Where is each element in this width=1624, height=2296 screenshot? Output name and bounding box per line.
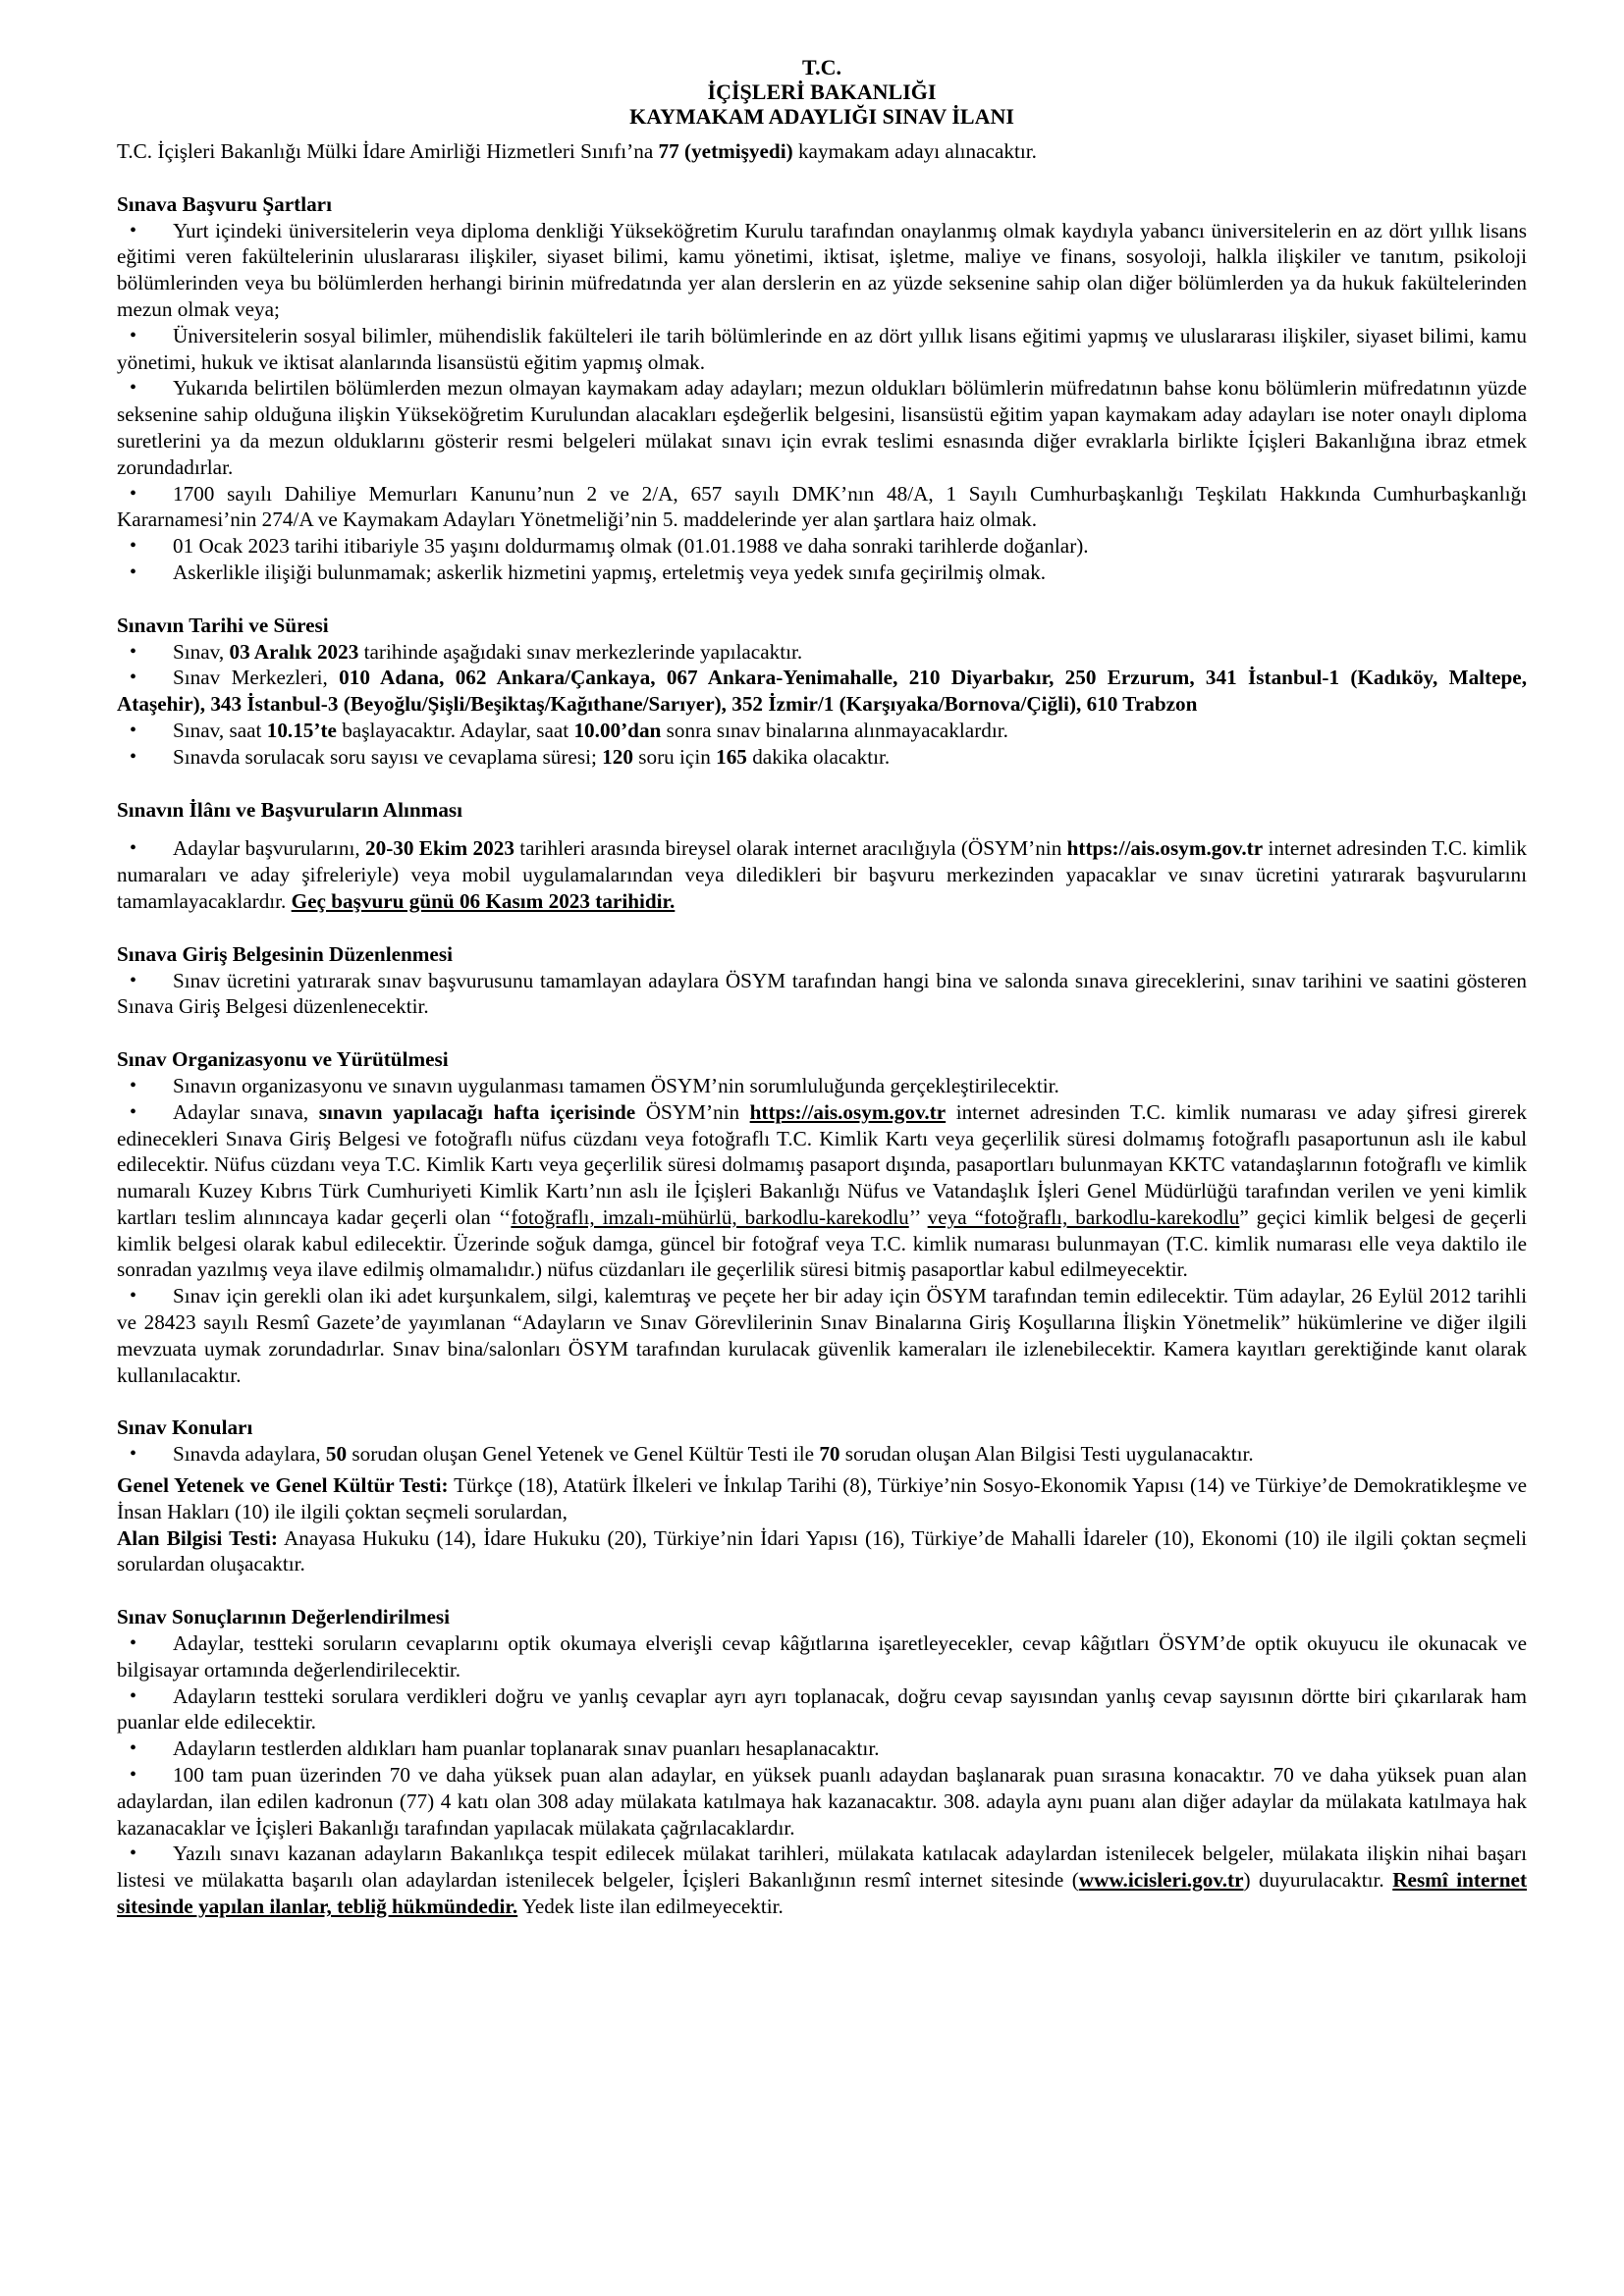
section-title: Sınavın Tarihi ve Süresi bbox=[117, 613, 329, 637]
osym-link[interactable]: https://ais.osym.gov.tr bbox=[749, 1099, 947, 1124]
list-item: • Sınav için gerekli olan iki adet kurşunkalem, silgi, kalemtıraş ve peçete her bir aday için ÖSYM tarafından temin edilecektir. Tüm adaylar, 26 Eylül 2012 tarihli ve 28423 sayılı Resmî Gazete’de yayımlanan “Adayların ve Sınav Görevlilerinin Sınav Binalarına Giriş Koşullarına İlişkin Yönetmelik” hükümlerine ve diğer ilgili mevzuata uymak zorundadırlar. Sınav bina/salonları ÖSYM tarafından kurulacak güvenlik kameraları ile izlenebilecektir. Kamera kayıtları gerektiğinde kanıt olarak kullanılacaktır. bbox=[117, 1283, 1527, 1388]
section-entry-document bbox=[117, 941, 1527, 1020]
list-item: • 100 tam puan üzerinden 70 ve daha yüksek puan alan adaylar, en yüksek puanlı adaydan başlanarak puan sırasına konacaktır. 70 ve daha yüksek puan alan adaylardan, ilan edilen kadronun (77) 4 katı olan 308 aday mülakata katılmaya hak kazanacaktır. 308. adayla aynı puanı alan diğer adaylar da mülakata katılmaya hak kazanacaklar ve İçişleri Bakanlığı tarafından yapılacak mülakata çağrılacaklardır. bbox=[117, 1762, 1527, 1841]
list-item: • Sınavda sorulacak soru sayısı ve cevaplama süresi; 120 soru için 165 dakika olacaktır. bbox=[117, 744, 1527, 771]
list-item: • Sınavda adaylara, 50 sorudan oluşan Genel Yetenek ve Genel Kültür Testi ile 70 sorudan oluşan Alan Bilgisi Testi uygulanacaktır. bbox=[117, 1441, 1527, 1468]
section-title: Sınava Giriş Belgesinin Düzenlenmesi bbox=[117, 941, 453, 966]
section-results-evaluation bbox=[117, 1604, 1527, 1920]
section-title: Sınav Organizasyonu ve Yürütülmesi bbox=[117, 1047, 449, 1072]
list-item: • Sınav, 03 Aralık 2023 tarihinde aşağıdaki sınav merkezlerinde yapılacaktır. bbox=[117, 639, 1527, 666]
list-item: • Adayların testteki sorulara verdikleri doğru ve yanlış cevaplar ayrı ayrı toplanacak, doğru cevap sayısından yanlış cevap sayısının dörtte biri çıkarılarak ham puanlar elde edilecektir. bbox=[117, 1683, 1527, 1736]
icisleri-link[interactable]: www.icisleri.gov.tr bbox=[1078, 1868, 1244, 1893]
document-page bbox=[117, 55, 1527, 1947]
list-item: • Yukarıda belirtilen bölümlerden mezun olmayan kaymakam aday adayları; mezun oldukları bölümlerin müfredatının bahse konu bölümlerin müfredatının yüzde seksenine sahip olduğuna ilişkin Yükseköğretim Kurulundan alacakları eşdeğerlik belgesini, lisansüstü eğitim yapan kaymakam aday adayları ise noter onaylı diploma suretlerini ya da mezun olduklarını gösterir resmi belgeleri mülakat sınavı için evrak teslimi esnasında diğer evraklarla birlikte İçişleri Bakanlığına ibraz etmek zorundadırlar. bbox=[117, 375, 1527, 480]
list-item: • Adaylar sınava, sınavın yapılacağı hafta içerisinde ÖSYM’nin https://ais.osym.gov.tr internet adresinden T.C. kimlik numarası ve aday şifresi girerek edinecekleri Sınava Giriş Belgesi ve fotoğraflı nüfus cüzdanı veya fotoğraflı T.C. Kimlik Kartı veya geçerlilik süresi dolmamış fotoğraflı pasaportunun aslı ile kabul edilecektir. Nüfus cüzdanı veya T.C. Kimlik Kartı veya geçerlilik süresi dolmamış pasaport dışında, pasaportları bulunmayan KKTC vatandaşlarının fotoğraflı ve kimlik numaralı Kuzey Kıbrıs Türk Cumhuriyeti Kimlik Kartı’nın aslı ile İçişleri Bakanlığı Nüfus ve Vatandaşlık İşleri Genel Müdürlüğü tarafından verilen ve yeni kimlik kartları teslim alınıncaya kadar geçerli olan ‘‘fotoğraflı, imzalı-mühürlü, barkodlu-karekodlu’’ veya “fotoğraflı, barkodlu-karekodlu” geçici kimlik belgesi de geçerli kimlik belgesi olarak kabul edilecektir. Üzerinde soğuk damga, güncel bir fotoğraf veya T.C. kimlik numarası bulunmayan (T.C. kimlik numarası elle veya daktilo ile sonradan yazılmış veya ilave edilmiş olmamalıdır.) nüfus cüzdanları ile geçerlilik süresi bitmiş pasaportlar kabul edilmeyecektir. bbox=[117, 1099, 1527, 1284]
header-announcement-title: KAYMAKAM ADAYLIĞI SINAV İLANI bbox=[629, 104, 1014, 129]
list-item: • Adaylar, testteki soruların cevaplarını optik okumaya elverişli cevap kâğıtlarına işaretleyecekler, cevap kâğıtları ÖSYM’de optik okuyucu ile okunacak ve bilgisayar ortamında değerlendirilecektir. bbox=[117, 1630, 1527, 1683]
list-item: • Adayların testlerden aldıkları ham puanlar toplanarak sınav puanları hesaplanacaktır. bbox=[117, 1735, 1527, 1762]
section-exam-topics bbox=[117, 1415, 1527, 1577]
list-item: • Sınav, saat 10.15’te başlayacaktır. Adaylar, saat 10.00’dan sonra sınav binalarına alınmayacaklardır. bbox=[117, 718, 1527, 744]
field-test-paragraph: Alan Bilgisi Testi: Anayasa Hukuku (14), İdare Hukuku (20), Türkiye’nin İdari Yapısı (16), Türkiye’de Mahalli İdareler (10), Ekonomi (10) ile ilgili çoktan seçmeli sorulardan oluşacaktır. bbox=[117, 1525, 1527, 1576]
section-application-requirements bbox=[117, 191, 1527, 586]
section-title: Sınava Başvuru Şartları bbox=[117, 191, 332, 216]
late-application-note: Geç başvuru günü 06 Kasım 2023 tarihidir. bbox=[291, 888, 676, 913]
list-item: • 01 Ocak 2023 tarihi itibariyle 35 yaşını doldurmamış olmak (01.01.1988 ve daha sonraki tarihlerde doğanlar). bbox=[117, 533, 1527, 560]
list-item: • Sınav ücretini yatırarak sınav başvurusunu tamamlayan adaylara ÖSYM tarafından hangi bina ve salonda sınava gireceklerini, sınav tarihini ve saatini gösteren Sınava Giriş Belgesi düzenlenecektir. bbox=[117, 968, 1527, 1021]
section-exam-date bbox=[117, 613, 1527, 771]
list-item: • Yurt içindeki üniversitelerin veya diploma denkliği Yükseköğretim Kurulu tarafından onaylanmış olmak kaydıyla yabancı üniversitelerin en az dört yıllık lisans eğitimi veren fakültelerinin uluslararası ilişkiler, siyaset bilimi, kamu yönetimi, iktisat, işletme, maliye ve finans, sosyoloji, halkla ilişkiler ve tanıtım, psikoloji bölümlerinden veya bu bölümlerden herhangi birinin müfredatında yer alan derslerin en az yüzde seksenine sahip olan diğer bölümlerden ya da hukuk fakültelerinden mezun olmak veya; bbox=[117, 218, 1527, 323]
section-title: Sınav Sonuçlarının Değerlendirilmesi bbox=[117, 1605, 451, 1629]
list-item: • Üniversitelerin sosyal bilimler, mühendislik fakülteleri ile tarih bölümlerinde en az dört yıllık lisans eğitimi yapmış ve uluslararası ilişkiler, siyaset bilimi, kamu yönetimi, hukuk ve iktisat alanlarında lisansüstü eğitim yapmış olmak. bbox=[117, 323, 1527, 376]
general-test-paragraph: Genel Yetenek ve Genel Kültür Testi: Türkçe (18), Atatürk İlkeleri ve İnkılap Tarihi (8), Türkiye’nin Sosyo-Ekonomik Yapısı (14) ve Türkiye’de Demokratikleşme ve İnsan Hakları (10) ile ilgili çoktan seçmeli sorulardan, bbox=[117, 1473, 1528, 1523]
list-item: • Yazılı sınavı kazanan adayların Bakanlıkça tespit edilecek mülakat tarihleri, mülakata katılacak adaylardan istenilecek belgeler, mülakata ilişkin nihai başarı listesi ve mülakatta başarılı olan adaylardan istenilecek belgeler, İçişleri Bakanlığının resmî internet sitesinde (www.icisleri.gov.tr) duyurulacaktır. Resmî internet sitesinde yapılan ilanlar, tebliğ hükmündedir. Yedek liste ilan edilmeyecektir. bbox=[117, 1841, 1527, 1919]
header-ministry: İÇİŞLERİ BAKANLIĞI bbox=[707, 80, 937, 104]
list-item: • Sınav Merkezleri, 010 Adana, 062 Ankara/Çankaya, 067 Ankara-Yenimahalle, 210 Diyarbakır, 250 Erzurum, 341 İstanbul-1 (Kadıköy, Maltepe, Ataşehir), 343 İstanbul-3 (Beyoğlu/Şişli/Beşiktaş/Kağıthane/Sarıyer), 352 İzmir/1 (Karşıyaka/Bornova/Çiğli), 610 Trabzon bbox=[117, 665, 1527, 718]
osym-link[interactable]: https://ais.osym.gov.tr bbox=[1066, 836, 1264, 861]
section-title: Sınavın İlânı ve Başvuruların Alınması bbox=[117, 797, 463, 822]
section-announcement-applications bbox=[117, 797, 1527, 915]
section-title: Sınav Konuları bbox=[117, 1415, 253, 1440]
list-item: • Adaylar başvurularını, 20-30 Ekim 2023 tarihleri arasında bireysel olarak internet aracılığıyla (ÖSYM’nin https://ais.osym.gov.tr internet adresinden T.C. kimlik numaraları ve aday şifreleriyle) veya mobil uygulamalarından veya diledikleri bir başvuru merkezinden yapacaklar ve sınav ücretini yatırarak başvurularını tamamlayacaklardır. Geç başvuru günü 06 Kasım 2023 tarihidir. bbox=[117, 835, 1527, 914]
list-item: • 1700 sayılı Dahiliye Memurları Kanunu’nun 2 ve 2/A, 657 sayılı DMK’nın 48/A, 1 Sayılı Cumhurbaşkanlığı Teşkilatı Hakkında Cumhurbaşkanlığı Kararnamesi’nin 274/A ve Kaymakam Adayları Yönetmeliği’nin 5. maddelerinde yer alan şartlara haiz olmak. bbox=[117, 481, 1527, 534]
list-item: • Askerlikle ilişiği bulunmamak; askerlik hizmetini yapmış, erteletmiş veya yedek sınıfa geçirilmiş olmak. bbox=[117, 560, 1527, 586]
section-exam-organization bbox=[117, 1046, 1527, 1388]
document-header bbox=[117, 55, 1527, 129]
list-item: • Sınavın organizasyonu ve sınavın uygulanması tamamen ÖSYM’nin sorumluluğunda gerçekleştirilecektir. bbox=[117, 1073, 1527, 1099]
intro-paragraph: T.C. İçişleri Bakanlığı Mülki İdare Amirliği Hizmetleri Sınıfı’na 77 (yetmişyedi) kaymakam adayı alınacaktır. bbox=[117, 139, 1037, 163]
header-tc: T.C. bbox=[802, 55, 841, 80]
